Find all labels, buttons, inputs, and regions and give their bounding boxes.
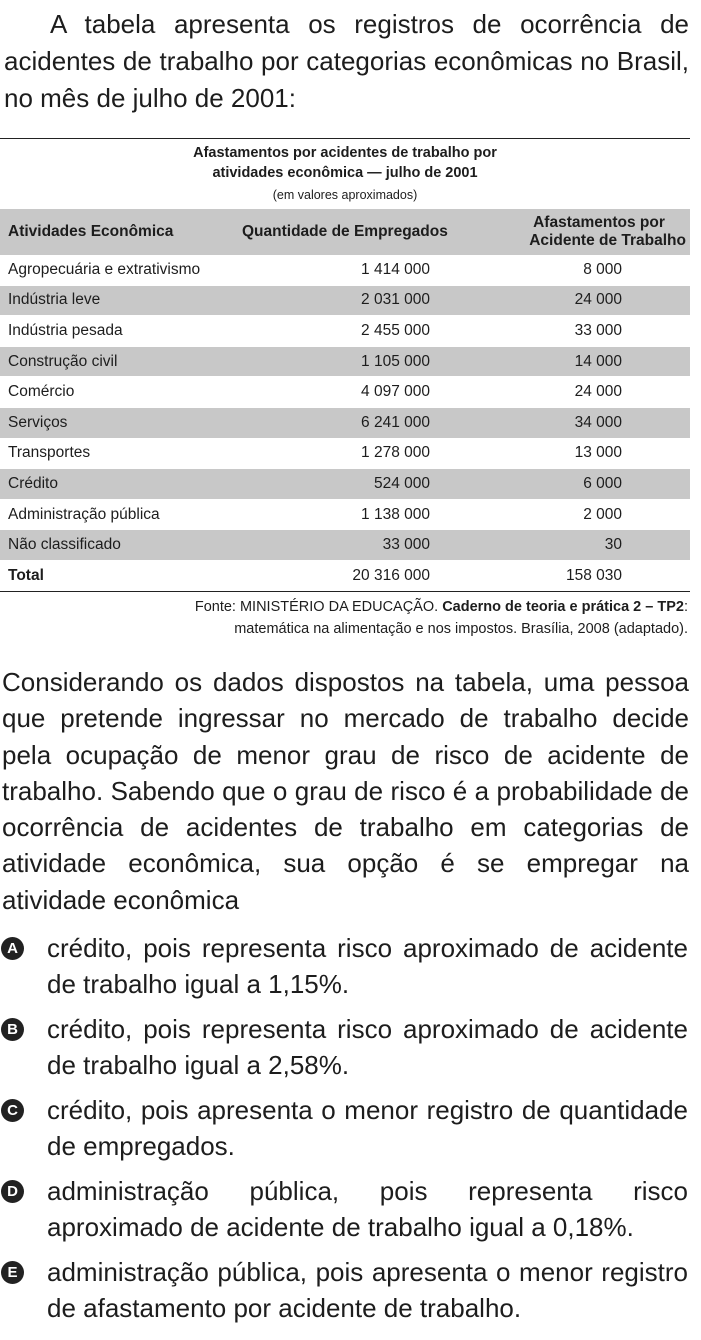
table-body xyxy=(0,255,690,591)
employees-cell: 33 000 xyxy=(232,530,506,561)
table-caption-line2: atividades econômica — julho de 2001 xyxy=(212,165,478,181)
table-row xyxy=(0,377,690,408)
header-absences-line1: Afastamentos por xyxy=(533,214,665,231)
table-row xyxy=(0,407,690,438)
table-top-rule xyxy=(0,138,690,139)
table-caption xyxy=(0,143,690,183)
table-header-row xyxy=(0,209,690,255)
option-a[interactable] xyxy=(0,930,690,1002)
absences-cell: 14 000 xyxy=(506,346,690,377)
option-e[interactable] xyxy=(0,1254,690,1326)
table-row-total xyxy=(0,560,690,590)
option-text: administração pública, pois representa risco aproximado de acidente de trabalho igual a 0,18%. xyxy=(47,1176,688,1242)
source-prefix: Fonte: MINISTÉRIO DA EDUCAÇÃO. xyxy=(194,598,443,615)
table-row xyxy=(0,346,690,377)
option-b[interactable] xyxy=(0,1011,690,1083)
absences-cell: 6 000 xyxy=(506,469,690,500)
employees-cell: 2 455 000 xyxy=(361,321,430,339)
activity-cell: Administração pública xyxy=(8,505,160,523)
option-letter-badge: E xyxy=(1,1261,24,1284)
option-letter-badge: B xyxy=(1,1018,24,1041)
option-text: administração pública, pois apresenta o menor registro de afastamento por acidente de trabalho. xyxy=(47,1257,688,1323)
total-employees: 20 316 000 xyxy=(352,566,430,584)
employees-cell: 4 097 000 xyxy=(361,383,430,401)
source-suffix: : xyxy=(683,598,688,615)
activity-cell: Crédito xyxy=(0,469,232,500)
absences-cell: 34 000 xyxy=(506,407,690,438)
option-letter-badge: A xyxy=(1,937,24,960)
employees-cell: 524 000 xyxy=(232,469,506,500)
option-letter-badge: C xyxy=(1,1099,24,1122)
activity-cell: Indústria pesada xyxy=(8,321,123,339)
header-activity: Atividades Econômica xyxy=(0,209,232,255)
table-row xyxy=(0,530,690,561)
table-caption-line1: Afastamentos por acidentes de trabalho por xyxy=(193,145,497,161)
absences-cell: 33 000 xyxy=(574,321,622,339)
option-text: crédito, pois representa risco aproximado de acidente de trabalho igual a 1,15%. xyxy=(47,933,688,999)
absences-cell: 24 000 xyxy=(506,285,690,316)
activity-cell: Agropecuária e extrativismo xyxy=(8,260,201,278)
data-table-block xyxy=(0,138,690,640)
activity-cell: Não classificado xyxy=(0,530,232,561)
total-label: Total xyxy=(8,566,44,584)
option-letter-badge: D xyxy=(1,1180,24,1203)
total-absences: 158 030 xyxy=(565,566,622,584)
absences-cell: 2 000 xyxy=(583,505,622,523)
employees-cell: 6 241 000 xyxy=(232,407,506,438)
header-employees: Quantidade de Empregados xyxy=(232,209,506,255)
absences-cell: 24 000 xyxy=(574,383,622,401)
accidents-table xyxy=(0,209,690,591)
answer-options xyxy=(0,930,690,1335)
table-row xyxy=(0,255,690,285)
option-text: crédito, pois apresenta o menor registro de quantidade de empregados. xyxy=(47,1095,688,1161)
absences-cell: 8 000 xyxy=(583,260,622,278)
activity-cell: Construção civil xyxy=(0,346,232,377)
employees-cell: 1 105 000 xyxy=(232,346,506,377)
table-row xyxy=(0,469,690,500)
absences-cell: 30 xyxy=(506,530,690,561)
table-row xyxy=(0,438,690,469)
table-subcaption: (em valores aproximados) xyxy=(272,188,418,202)
table-row xyxy=(0,499,690,530)
source-title: Caderno de teoria e prática 2 – TP2 xyxy=(442,598,684,615)
activity-cell: Comércio xyxy=(8,383,75,401)
source-line1 xyxy=(0,596,688,618)
intro-text: A tabela apresenta os registros de ocorrência de acidentes de trabalho por categorias econômicas no Brasil, no mês de julho de 2001: xyxy=(4,9,689,113)
header-absences-line2: Acidente de Trabalho xyxy=(529,232,686,249)
absences-cell: 13 000 xyxy=(574,444,622,462)
option-c[interactable] xyxy=(0,1092,690,1164)
table-source xyxy=(0,596,690,640)
table-row xyxy=(0,285,690,316)
employees-cell: 1 138 000 xyxy=(361,505,430,523)
table-bottom-rule xyxy=(0,591,690,592)
question-text: Considerando os dados dispostos na tabela, uma pessoa que pretende ingressar no mercado de trabalho decide pela ocupação de menor grau de risco de acidente de trabalho. Sabendo que o grau de risco é a probabilidade de ocorrência de acidentes de trabalho em categorias de atividade econômica, sua opção é se empregar na atividade econômica xyxy=(2,667,689,915)
activity-cell: Serviços xyxy=(0,407,232,438)
activity-cell: Transportes xyxy=(8,444,91,462)
option-d[interactable] xyxy=(0,1173,690,1245)
employees-cell: 2 031 000 xyxy=(232,285,506,316)
source-line2: matemática na alimentação e nos impostos. Brasília, 2008 (adaptado). xyxy=(234,620,688,637)
header-absences xyxy=(506,209,690,255)
table-row xyxy=(0,316,690,347)
employees-cell: 1 414 000 xyxy=(361,260,430,278)
activity-cell: Indústria leve xyxy=(0,285,232,316)
option-text: crédito, pois representa risco aproximado de acidente de trabalho igual a 2,58%. xyxy=(47,1014,688,1080)
employees-cell: 1 278 000 xyxy=(361,444,430,462)
